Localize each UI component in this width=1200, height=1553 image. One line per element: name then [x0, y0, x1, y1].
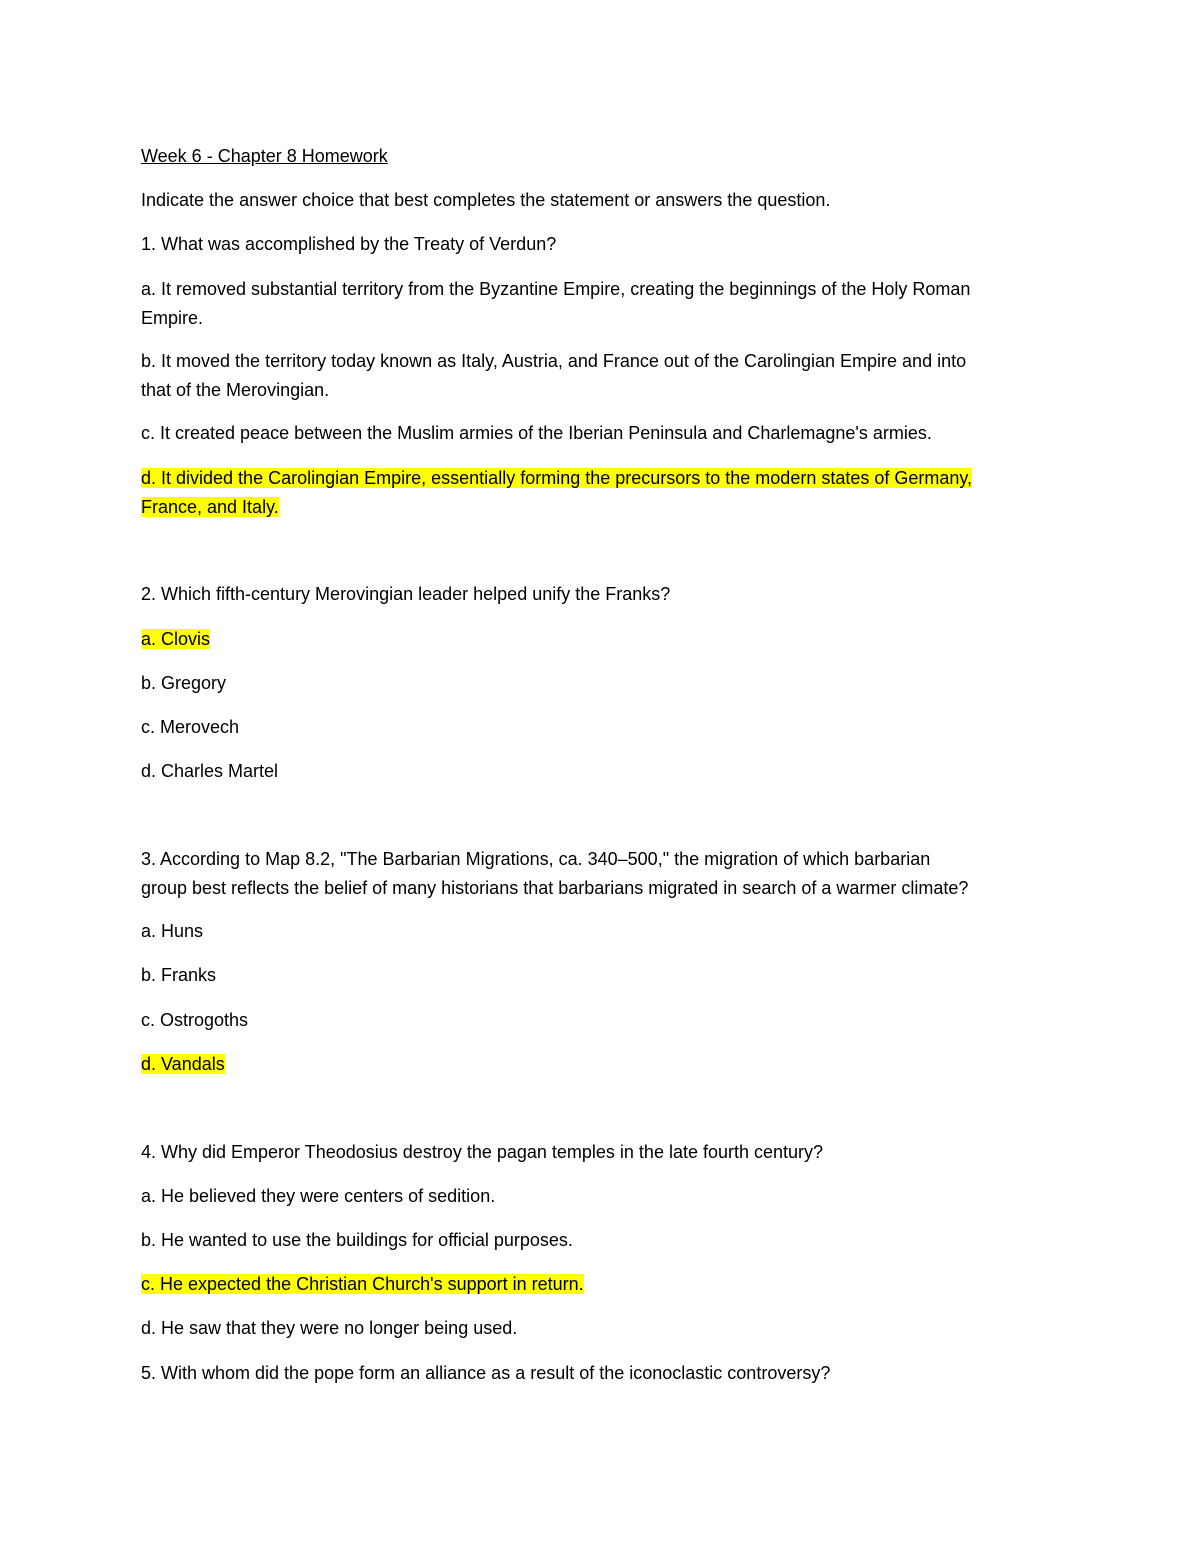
question-2-option-a: [141, 625, 1071, 654]
question-1-prompt: 1. What was accomplished by the Treaty of Verdun?: [141, 234, 557, 254]
question-4-option-a: a. He believed they were centers of sedition.: [141, 1186, 496, 1206]
answer-highlight: a. Clovis: [141, 629, 211, 649]
answer-highlight: c. He expected the Christian Church's support in return.: [141, 1274, 584, 1294]
question-1-option-b: b. It moved the territory today known as Italy, Austria, and France out of the Carolingian Empire and into: [141, 351, 967, 371]
instructions: Indicate the answer choice that best completes the statement or answers the question.: [141, 190, 831, 210]
question-4-option-d: d. He saw that they were no longer being used.: [141, 1318, 518, 1338]
question-1-option-a-cont: Empire.: [141, 308, 204, 328]
answer-highlight: d. It divided the Carolingian Empire, essentially forming the precursors to the modern states of Germany,: [141, 468, 973, 488]
question-1-option-a: a. It removed substantial territory from the Byzantine Empire, creating the beginnings of the Holy Roman: [141, 279, 971, 299]
question-3-option-a: a. Huns: [141, 921, 204, 941]
question-1-option-d-cont: [141, 493, 1071, 522]
question-1-option-d: [141, 464, 1071, 493]
question-2-option-c: c. Merovech: [141, 717, 240, 737]
question-2-option-d: d. Charles Martel: [141, 761, 279, 781]
question-3-option-c: c. Ostrogoths: [141, 1010, 249, 1030]
question-1-option-c: c. It created peace between the Muslim armies of the Iberian Peninsula and Charlemagne's armies.: [141, 423, 932, 443]
question-4-prompt: 4. Why did Emperor Theodosius destroy the pagan temples in the late fourth century?: [141, 1142, 824, 1162]
question-3-option-b: b. Franks: [141, 965, 217, 985]
question-3-option-d: [141, 1050, 1071, 1079]
question-3-prompt: 3. According to Map 8.2, "The Barbarian Migrations, ca. 340–500," the migration of which barbarian: [141, 849, 931, 869]
answer-highlight: France, and Italy.: [141, 497, 279, 517]
question-4-option-b: b. He wanted to use the buildings for official purposes.: [141, 1230, 573, 1250]
question-4-option-c: [141, 1270, 1071, 1299]
question-2-option-b: b. Gregory: [141, 673, 227, 693]
question-5-prompt: 5. With whom did the pope form an alliance as a result of the iconoclastic controversy?: [141, 1363, 831, 1383]
question-2-prompt: 2. Which fifth-century Merovingian leader helped unify the Franks?: [141, 584, 671, 604]
document-title: Week 6 - Chapter 8 Homework: [141, 146, 388, 166]
question-3-prompt-cont: group best reflects the belief of many historians that barbarians migrated in search of a warmer climate?: [141, 878, 969, 898]
question-1-option-b-cont: that of the Merovingian.: [141, 380, 330, 400]
answer-highlight: d. Vandals: [141, 1054, 225, 1074]
